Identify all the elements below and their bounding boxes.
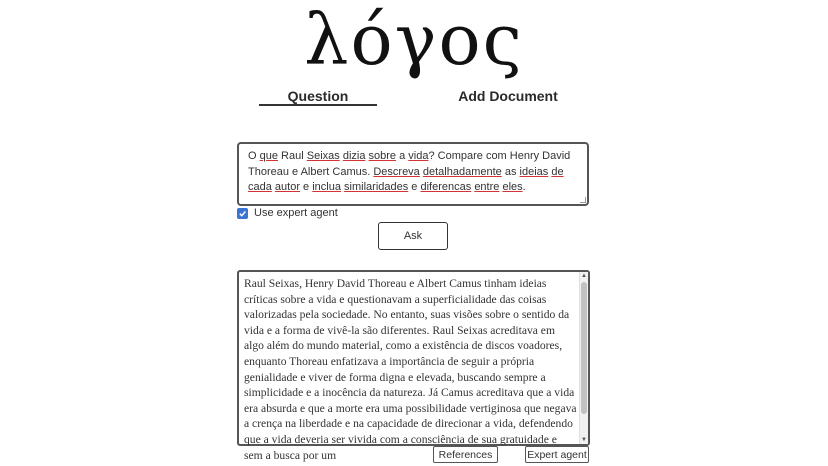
spellcheck-word: que [259, 150, 278, 162]
scroll-up-icon[interactable]: ▲ [581, 273, 587, 279]
spellcheck-word: inclua [312, 181, 341, 193]
spellcheck-word: Seixas [306, 150, 340, 162]
resize-handle-icon[interactable] [580, 197, 586, 203]
scroll-thumb[interactable] [581, 282, 587, 414]
spellcheck-word: vida [408, 150, 429, 162]
spellcheck-word: eles [502, 181, 523, 193]
spellcheck-word: ideias [519, 165, 549, 178]
spellcheck-word: diferencas [420, 181, 472, 193]
expert-agent-checkbox[interactable] [237, 208, 248, 219]
spellcheck-word: cada [248, 181, 272, 193]
references-button[interactable]: References [433, 446, 498, 463]
question-textarea[interactable] [237, 142, 589, 206]
spellcheck-word: detalhadamente [422, 165, 502, 178]
question-text-fragment: as [501, 165, 520, 178]
question-text-fragment: . [522, 181, 526, 193]
question-text-fragment: e [408, 181, 421, 193]
spellcheck-word: entre [474, 181, 500, 193]
spellcheck-word: de [551, 165, 564, 178]
expert-agent-label: Use expert agent [254, 207, 338, 219]
spellcheck-word: autor [274, 181, 300, 193]
spellcheck-word: Descreva [373, 165, 420, 178]
answer-text: Raul Seixas, Henry David Thoreau e Albert Camus tinham ideias críticas sobre a vida e questionavam a superficialidade das coisas valorizadas pela sociedade. No entanto, suas visões sobre o sentido da vida e a forma de vivê-la são diferentes. Raul Seixas acreditava em algo além do mundo material, como a existência de discos voadores, enquanto Thoreau enfatizava a importância de seguir a própria genialidade e viver de forma digna e elevada, buscando sempre a simplicidade e a inocência da natureza. Já Camus acreditava que a vida era absurda e que a morte era uma possibilidade vertiginosa que negava a crença na liberdade e na capacidade de direcionar a vida, defendendo que a vida deveria ser vivida com a consciência de sua gratuidade e sem a busca por um [244, 277, 577, 462]
ask-button[interactable]: Ask [378, 222, 448, 250]
scroll-down-icon[interactable]: ▼ [581, 437, 587, 443]
question-text-fragment: a [396, 150, 409, 162]
spellcheck-word: similaridades [344, 181, 409, 193]
question-text [248, 150, 570, 193]
question-text-fragment: O [248, 150, 260, 162]
answer-scrollbar[interactable] [579, 272, 588, 444]
tab-question[interactable]: Question [259, 88, 377, 106]
checkmark-icon [238, 209, 247, 218]
question-text-fragment: e [300, 181, 313, 193]
spellcheck-word: sobre [368, 150, 397, 162]
expert-agent-button[interactable]: Expert agent [525, 446, 589, 463]
expert-agent-option[interactable] [237, 207, 338, 219]
tab-add-document[interactable]: Add Document [458, 88, 558, 104]
spellcheck-word: dizia [342, 150, 366, 162]
question-text-fragment: Raul [277, 150, 307, 162]
question-text-fragment: ? Compare com Henry David Thoreau e Albert Camus. [248, 150, 571, 178]
logo: λόγος [304, 0, 524, 81]
